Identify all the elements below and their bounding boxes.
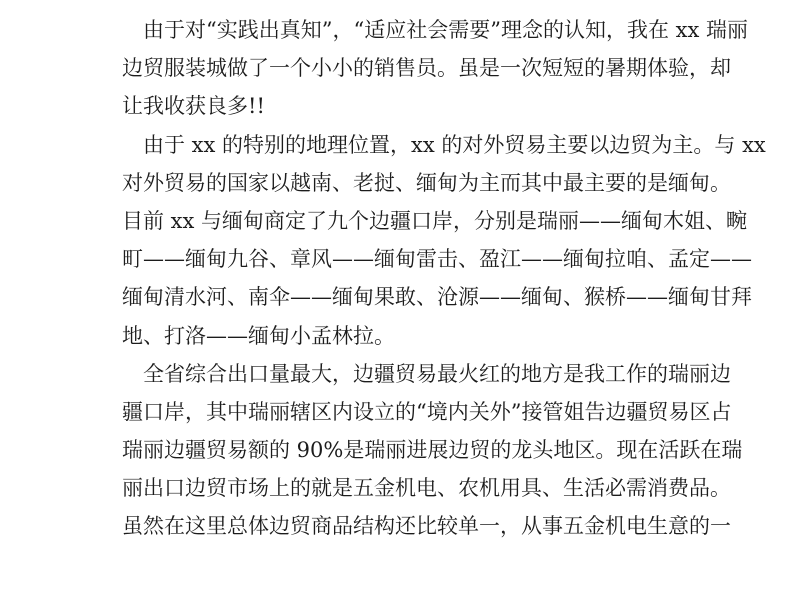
text-line: 瑞丽边疆贸易额的 90%是瑞丽进展边贸的龙头地区。现在活跃在瑞 xyxy=(122,438,743,463)
document-body xyxy=(122,11,766,546)
text-line: 由于对“实践出真知”，“适应社会需要”理念的认知，我在 xx 瑞丽 xyxy=(143,18,748,42)
paragraph-1 xyxy=(122,11,748,126)
paragraph-3 xyxy=(122,355,743,546)
text-line: 目前 xx 与缅甸商定了九个边疆口岸，分别是瑞丽——缅甸木姐、畹 xyxy=(122,208,748,233)
text-line: 让我收获良多!! xyxy=(122,94,265,119)
text-line: 虽然在这里总体边贸商品结构还比较单一，从事五金机电生意的一 xyxy=(122,514,731,539)
text-line: 边贸服装城做了一个小小的销售员。虽是一次短短的暑期体验，却 xyxy=(122,56,731,81)
text-line: 全省综合出口量最大，边疆贸易最火红的地方是我工作的瑞丽边 xyxy=(143,361,731,386)
paragraph-2 xyxy=(122,126,766,355)
text-line: 缅甸清水河、南伞——缅甸果敢、沧源——缅甸、猴桥——缅甸甘拜 xyxy=(122,285,752,310)
text-line: 町——缅甸九谷、章风——缅甸雷击、盈江——缅甸拉咱、孟定—— xyxy=(122,247,752,272)
text-line: 由于 xx 的特别的地理位置，xx 的对外贸易主要以边贸为主。与 xx xyxy=(143,132,766,157)
text-line: 丽出口边贸市场上的就是五金机电、农机用具、生活必需消费品。 xyxy=(122,476,731,501)
text-line: 疆口岸，其中瑞丽辖区内设立的“境内关外”接管姐告边疆贸易区占 xyxy=(122,399,732,424)
text-line: 地、打洛——缅甸小孟林拉。 xyxy=(122,323,395,348)
text-line: 对外贸易的国家以越南、老挝、缅甸为主而其中最主要的是缅甸。 xyxy=(122,170,731,195)
